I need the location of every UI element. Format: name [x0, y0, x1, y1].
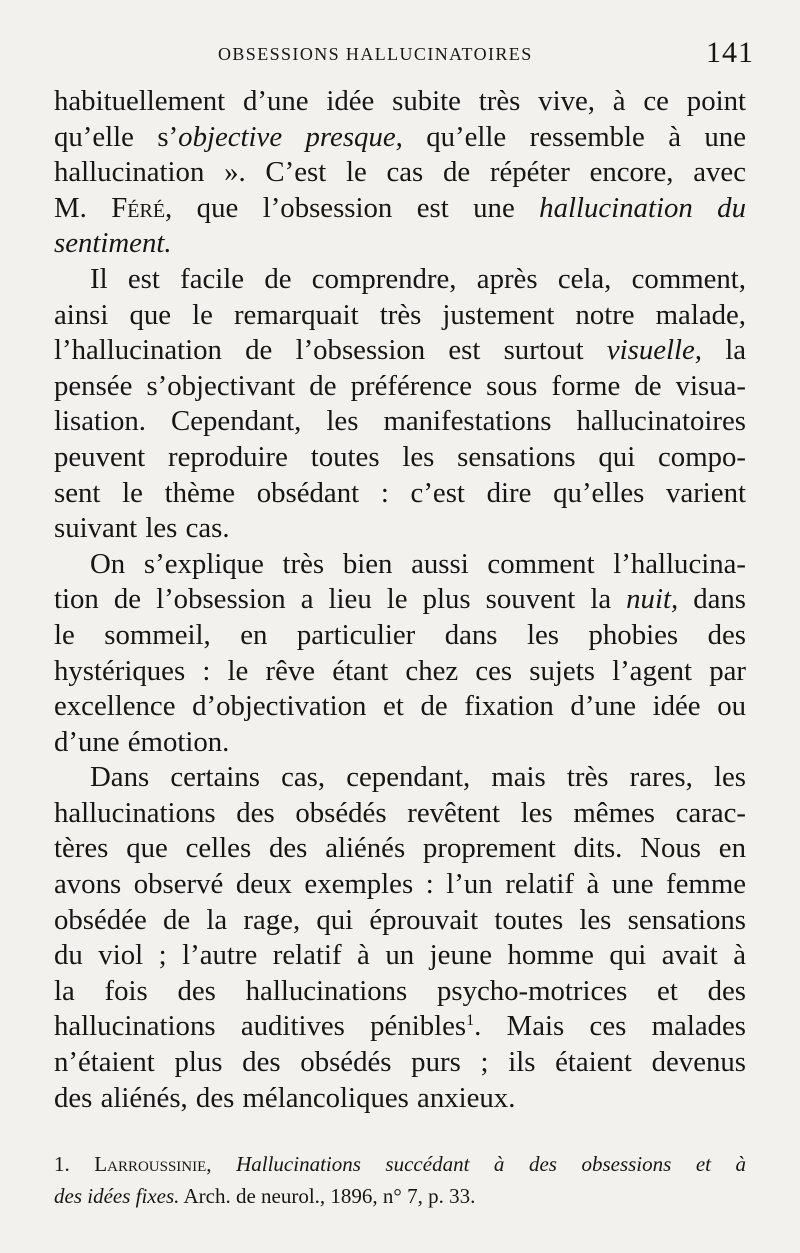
- page-header: [0, 36, 800, 74]
- text-line: [54, 333, 746, 369]
- text-run: peuvent reproduire toutes les sensations qui compo-: [54, 440, 746, 473]
- text-run: M.: [54, 191, 112, 224]
- text-run: qu’elle ressemble à une: [402, 120, 746, 153]
- text-run: ainsi que le remarquait très justement notre malade,: [54, 298, 746, 331]
- text-line: [54, 1081, 746, 1117]
- text-run: habituellement d’une idée subite très vive, à ce point: [54, 85, 746, 117]
- footnote-line: [54, 1180, 746, 1212]
- text-line: [54, 974, 746, 1010]
- text-line: [54, 547, 746, 583]
- text-line: [54, 298, 746, 334]
- footnote: [54, 1148, 746, 1212]
- paragraph: [54, 262, 746, 547]
- text-line: [54, 440, 746, 476]
- text-line: [54, 725, 746, 761]
- text-line: [54, 867, 746, 903]
- text-run: excellence d’objectivation et de fixation d’une idée ou: [54, 690, 746, 723]
- italic-text: hallucination du: [539, 191, 746, 224]
- text-run: avons observé deux exemples : l’un relatif à une femme: [54, 868, 746, 901]
- text-run: . Mais ces malades: [474, 1010, 746, 1043]
- text-line: [54, 404, 746, 440]
- text-line: [54, 618, 746, 654]
- text-run: l’hallucination de l’obsession est surtout: [54, 334, 607, 367]
- italic-text: des idées fixes.: [54, 1184, 180, 1208]
- main-text: [54, 84, 746, 1116]
- text-line: [54, 262, 746, 298]
- text-run: des aliénés, des mélancoliques anxieux.: [54, 1081, 516, 1114]
- text-run: dans: [678, 583, 746, 616]
- text-run: On s’explique très bien aussi comment l’hallucina-: [90, 547, 746, 580]
- text-run: hystériques : le rêve étant chez ces sujets l’agent par: [54, 654, 746, 687]
- paragraph: [54, 760, 746, 1116]
- running-title: OBSESSIONS HALLUCINATOIRES: [218, 44, 533, 64]
- text-run: d’une émotion.: [54, 725, 230, 758]
- text-line: [54, 938, 746, 974]
- italic-text: sentiment.: [54, 227, 172, 260]
- paragraph: [54, 84, 746, 262]
- text-line: [54, 903, 746, 939]
- text-run: tères que celles des aliénés proprement dits. Nous en: [54, 832, 746, 865]
- text-run: 1.: [54, 1152, 95, 1176]
- italic-text: nuit,: [626, 583, 679, 616]
- text-line: [54, 369, 746, 405]
- text-run: hallucination ». C’est le cas de répéter encore, avec: [54, 156, 746, 189]
- text-line: [54, 191, 746, 227]
- text-line: [54, 1009, 746, 1045]
- page-number: 141: [706, 36, 754, 69]
- text-run: n’étaient plus des obsédés purs ; ils étaient devenus: [54, 1046, 746, 1079]
- text-line: [54, 84, 746, 120]
- text-run: suivant les cas.: [54, 512, 230, 545]
- text-line: [54, 654, 746, 690]
- footnote-reference: 1: [466, 1012, 475, 1030]
- text-run: le sommeil, en particulier dans les phobies des: [54, 618, 746, 651]
- footnote-line: [54, 1148, 746, 1180]
- text-line: [54, 226, 746, 262]
- author-name: Féré: [111, 191, 166, 224]
- text-line: [54, 831, 746, 867]
- text-run: pensée s’objectivant de préférence sous forme de visua-: [54, 369, 746, 402]
- text-run: obsédée de la rage, qui éprouvait toutes les sensations: [54, 903, 746, 936]
- italic-text: Hallucinations succédant à des obsessions et à: [236, 1152, 747, 1176]
- text-run: tion de l’obsession a lieu le plus souvent la: [54, 583, 627, 616]
- text-line: [54, 760, 746, 796]
- text-run: , que l’obsession est une: [165, 191, 540, 224]
- text-run: lisation. Cependant, les manifestations hallucinatoires: [54, 405, 746, 438]
- text-run: Il est facile de comprendre, après cela, comment,: [90, 262, 746, 295]
- text-run: la: [701, 334, 746, 367]
- text-run: sent le thème obsédant : c’est dire qu’elles varient: [54, 476, 746, 509]
- text-line: [54, 476, 746, 512]
- text-run: du viol ; l’autre relatif à un jeune homme qui avait à: [54, 939, 746, 972]
- text-run: Dans certains cas, cependant, mais très rares, les: [90, 761, 746, 794]
- text-line: [54, 511, 746, 547]
- text-run: ,: [206, 1152, 237, 1176]
- italic-text: objective presque,: [178, 120, 403, 153]
- text-run: la fois des hallucinations psycho-motrices et des: [54, 974, 746, 1007]
- author-name: Larroussinie: [94, 1152, 207, 1176]
- text-line: [54, 155, 746, 191]
- text-run: qu’elle s’: [54, 120, 179, 153]
- text-run: hallucinations des obsédés revêtent les mêmes carac-: [54, 796, 746, 829]
- text-run: Arch. de neurol., 1896, n° 7, p. 33.: [179, 1184, 476, 1208]
- text-line: [54, 1045, 746, 1081]
- text-line: [54, 582, 746, 618]
- paragraph: [54, 547, 746, 761]
- text-line: [54, 120, 746, 156]
- italic-text: visuelle,: [606, 334, 702, 367]
- text-line: [54, 689, 746, 725]
- text-line: [54, 796, 746, 832]
- text-run: hallucinations auditives pénibles: [54, 1010, 467, 1043]
